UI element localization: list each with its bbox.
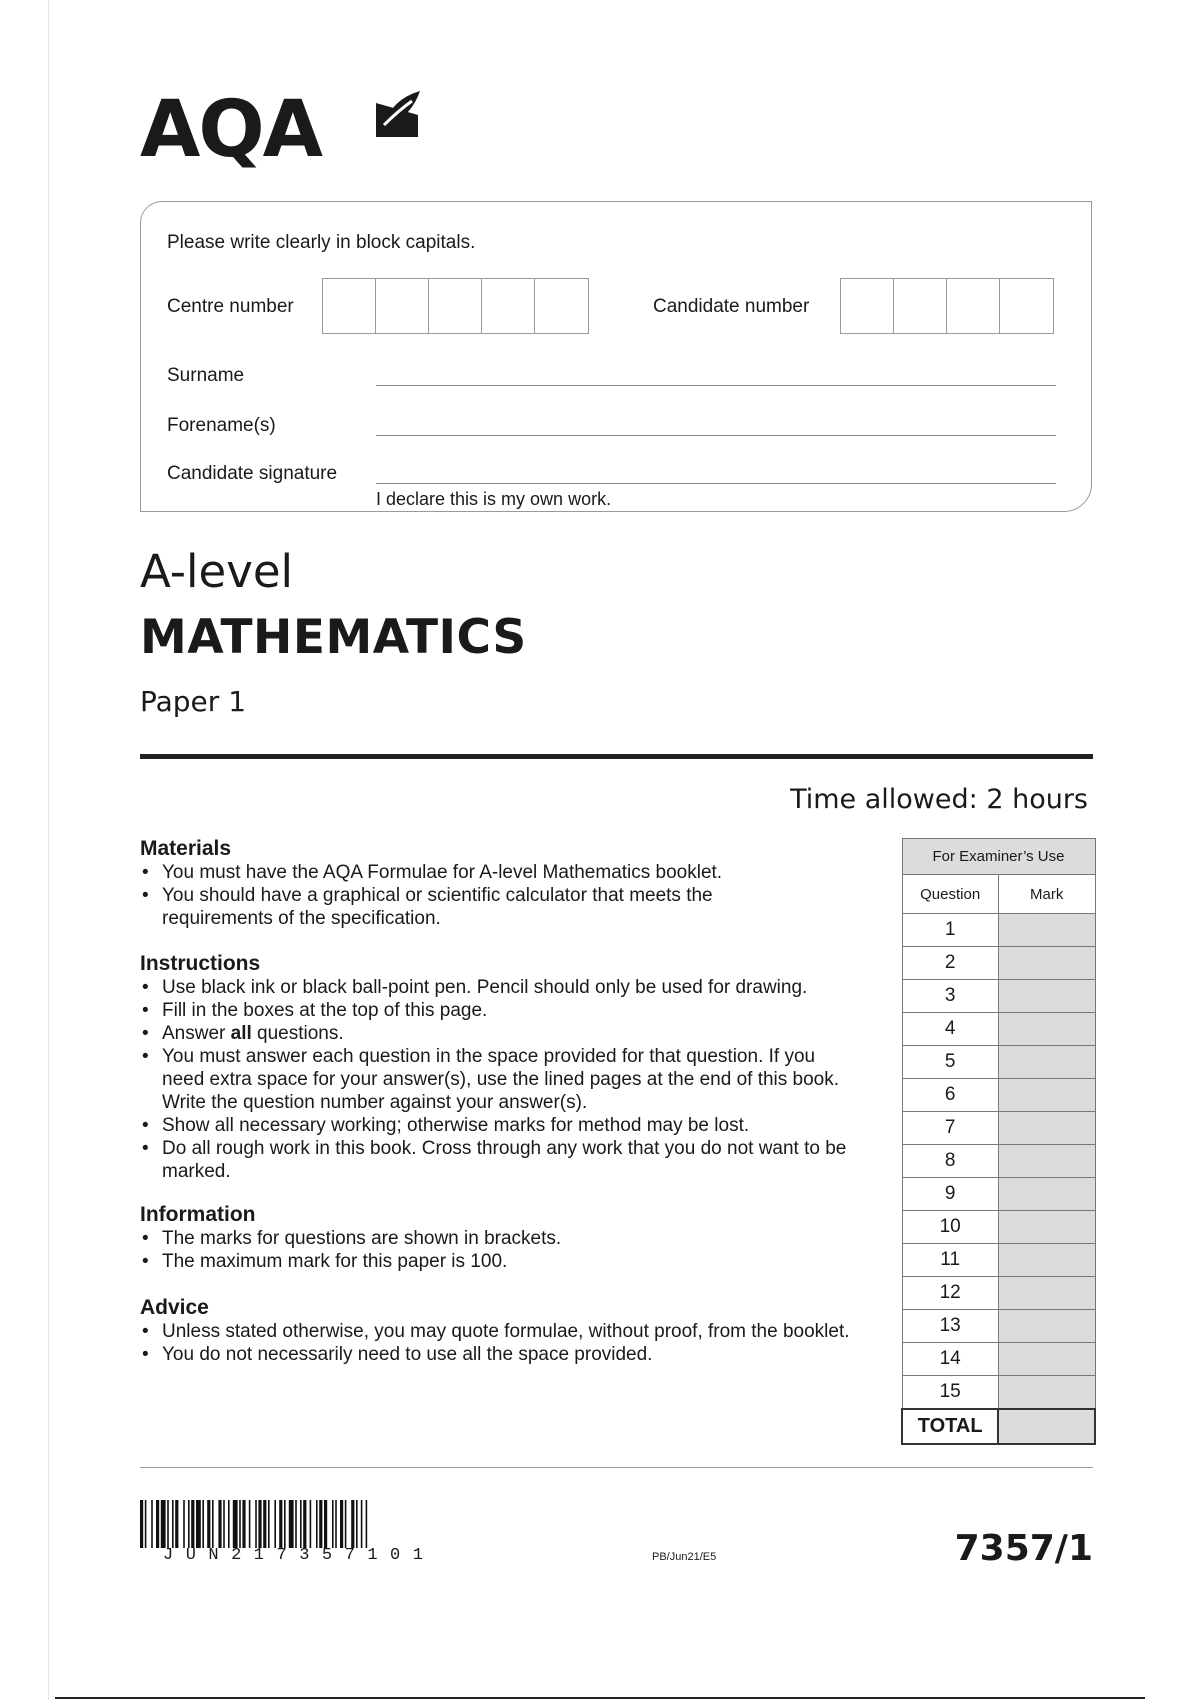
materials-heading: Materials [140, 837, 232, 860]
question-number-cell: 4 [902, 1013, 998, 1046]
question-number-cell: 14 [902, 1343, 998, 1376]
barcode-bar [351, 1500, 354, 1548]
mark-cell[interactable] [998, 1046, 1095, 1079]
mark-cell[interactable] [998, 914, 1095, 947]
instruction-item [140, 1022, 900, 1045]
instruction-item: • Show all necessary working; otherwise marks for method may be lost. [140, 1114, 900, 1137]
barcode-bar [239, 1500, 241, 1548]
instruction-emphasis: all [230, 1023, 252, 1044]
instructions-section [140, 952, 900, 1183]
barcode-bar [212, 1500, 214, 1548]
forenames-label: Forename(s) [167, 415, 276, 436]
qualification-level: A-level [140, 545, 294, 598]
materials-item: • You must have the AQA Formulae for A-level Mathematics booklet. [140, 861, 900, 884]
barcode-bar [242, 1500, 245, 1548]
advice-heading: Advice [140, 1296, 209, 1319]
candidate-number-digit-box[interactable] [947, 279, 1000, 333]
divider [140, 754, 1093, 759]
information-heading: Information [140, 1203, 256, 1226]
barcode-bar [249, 1500, 251, 1548]
examiner-table-row [902, 947, 1095, 980]
barcode-bar [332, 1500, 334, 1548]
instruction-item: • Use black ink or black ball-point pen. Pencil should only be used for drawing. [140, 976, 900, 999]
barcode-bar [284, 1500, 286, 1548]
centre-number-label: Centre number [167, 296, 294, 317]
barcode-bar [335, 1500, 337, 1548]
question-number-cell: 7 [902, 1112, 998, 1145]
instruction-text: questions. [251, 1023, 344, 1044]
examiner-table-title: For Examiner’s Use [902, 839, 1095, 875]
barcode-bar [255, 1500, 257, 1548]
barcode-bar [366, 1500, 368, 1548]
examiner-table-row [902, 1211, 1095, 1244]
question-number-cell: 2 [902, 947, 998, 980]
candidate-number-digit-box[interactable] [1000, 279, 1053, 333]
barcode-bar [310, 1500, 312, 1548]
examiner-table-row [902, 1244, 1095, 1277]
information-item: • The marks for questions are shown in brackets. [140, 1227, 900, 1250]
barcode-bar [228, 1500, 230, 1548]
barcode-bar [188, 1500, 190, 1548]
mark-cell[interactable] [998, 1145, 1095, 1178]
barcode-bar [345, 1500, 347, 1548]
barcode-bar [300, 1500, 302, 1548]
barcode-bar [263, 1500, 266, 1548]
advice-item: • Unless stated otherwise, you may quote formulae, without proof, from the booklet. [140, 1320, 852, 1343]
barcode-bar [172, 1500, 174, 1548]
centre-number-boxes[interactable] [322, 278, 589, 334]
mark-cell[interactable] [998, 947, 1095, 980]
barcode-bar [361, 1500, 363, 1548]
question-number-cell: 13 [902, 1310, 998, 1343]
mark-cell[interactable] [998, 1178, 1095, 1211]
page-bottom-edge [55, 1697, 1145, 1699]
examiner-table-row [902, 1145, 1095, 1178]
barcode-bar [145, 1500, 147, 1548]
logo-text: AQA [140, 85, 322, 175]
examiner-table-row [902, 1178, 1095, 1211]
barcode-bar [196, 1500, 201, 1548]
barcode-bar [202, 1500, 204, 1548]
materials-item: • You should have a graphical or scientific calculator that meets the requirements of the specification. [140, 884, 762, 930]
declaration-text: I declare this is my own work. [376, 489, 612, 509]
candidate-number-label: Candidate number [653, 296, 810, 317]
barcode-bar [191, 1500, 194, 1548]
question-number-cell: 15 [902, 1376, 998, 1410]
footer-divider [140, 1467, 1093, 1468]
examiner-table-row [902, 1310, 1095, 1343]
question-number-cell: 9 [902, 1178, 998, 1211]
surname-label: Surname [167, 365, 245, 386]
instruction-text: Answer [162, 1023, 231, 1044]
examiner-table-row [902, 1112, 1095, 1145]
candidate-number-boxes[interactable] [840, 278, 1054, 334]
barcode-bar [167, 1500, 169, 1548]
signature-line[interactable] [376, 483, 1056, 484]
barcode-bar [223, 1500, 225, 1548]
barcode-bar [303, 1500, 306, 1548]
mark-cell[interactable] [998, 1277, 1095, 1310]
barcode-bar [319, 1500, 322, 1548]
information-item: • The maximum mark for this paper is 100. [140, 1250, 900, 1273]
barcode-bar [340, 1500, 343, 1548]
barcode-bar [295, 1500, 297, 1548]
forenames-line[interactable] [376, 435, 1056, 436]
question-number-cell: 11 [902, 1244, 998, 1277]
barcode-bar [207, 1500, 210, 1548]
barcode-bar [218, 1500, 221, 1548]
mark-cell[interactable] [998, 1244, 1095, 1277]
barcode-bar [274, 1500, 276, 1548]
reference-code: PB/Jun21/E5 [652, 1551, 717, 1563]
centre-number-digit-box[interactable] [482, 279, 535, 333]
paper-code: 7357/1 [954, 1528, 1093, 1569]
barcode-bar [258, 1500, 261, 1548]
question-number-cell: 1 [902, 914, 998, 947]
materials-section [140, 837, 900, 930]
examiner-table-row [902, 1277, 1095, 1310]
surname-line[interactable] [376, 385, 1056, 386]
barcode-bar [279, 1500, 282, 1548]
examiner-table-row [902, 1079, 1095, 1112]
signature-label: Candidate signature [167, 463, 338, 484]
mark-cell[interactable] [998, 1376, 1095, 1410]
total-row [902, 1409, 1095, 1444]
question-column-header: Question [902, 875, 998, 914]
examiner-table-row [902, 1343, 1095, 1376]
block-capitals-instruction: Please write clearly in block capitals. [167, 232, 476, 253]
aqa-logo [140, 85, 321, 175]
question-number-cell: 10 [902, 1211, 998, 1244]
total-label: TOTAL [902, 1409, 998, 1444]
question-number-cell: 6 [902, 1079, 998, 1112]
examiner-table-row [902, 1046, 1095, 1079]
centre-number-digit-box[interactable] [429, 279, 482, 333]
paper-title: Paper 1 [140, 685, 247, 718]
barcode-text: JUN217357101 [163, 1546, 436, 1565]
total-mark-cell[interactable] [998, 1409, 1095, 1444]
centre-number-digit-box[interactable] [323, 279, 376, 333]
mark-column-header: Mark [998, 875, 1095, 914]
centre-number-digit-box[interactable] [376, 279, 429, 333]
barcode-bar [316, 1500, 318, 1548]
mark-cell[interactable] [998, 980, 1095, 1013]
mark-cell[interactable] [998, 1013, 1095, 1046]
question-number-cell: 5 [902, 1046, 998, 1079]
mark-cell[interactable] [998, 1310, 1095, 1343]
page-edge [48, 0, 49, 1700]
advice-item: • You do not necessarily need to use all the space provided. [140, 1343, 900, 1366]
barcode-bar [140, 1500, 143, 1548]
barcode [140, 1500, 500, 1548]
information-section [140, 1203, 900, 1273]
examiner-table-row [902, 1376, 1095, 1410]
instructions-heading: Instructions [140, 952, 261, 975]
examiner-table-row [902, 1013, 1095, 1046]
question-number-cell: 8 [902, 1145, 998, 1178]
candidate-number-digit-box[interactable] [841, 279, 894, 333]
barcode-bar [233, 1500, 238, 1548]
barcode-bar [151, 1500, 153, 1548]
subject-title: MATHEMATICS [140, 610, 527, 665]
barcode-bar [324, 1500, 327, 1548]
candidate-number-digit-box[interactable] [894, 279, 947, 333]
mark-cell[interactable] [998, 1079, 1095, 1112]
advice-section [140, 1296, 900, 1366]
barcode-bar [268, 1500, 270, 1548]
examiner-table-row [902, 914, 1095, 947]
barcode-bar [175, 1500, 178, 1548]
instruction-item: • Do all rough work in this book. Cross through any work that you do not want to be marked. [140, 1137, 852, 1183]
examiner-use-table [901, 838, 1096, 1445]
mark-cell[interactable] [998, 1112, 1095, 1145]
instruction-item: • Fill in the boxes at the top of this page. [140, 999, 900, 1022]
examiner-table-row [902, 980, 1095, 1013]
mark-cell[interactable] [998, 1343, 1095, 1376]
question-number-cell: 12 [902, 1277, 998, 1310]
logo-mark-icon [372, 89, 422, 141]
barcode-bar [183, 1500, 185, 1548]
barcode-bar [356, 1500, 358, 1548]
question-number-cell: 3 [902, 980, 998, 1013]
barcode-bar [161, 1500, 166, 1548]
barcode-bar [289, 1500, 294, 1548]
centre-number-digit-box[interactable] [535, 279, 588, 333]
instruction-item: • You must answer each question in the space provided for that question. If you need extra space for your answer(s), use the lined pages at the end of this book. Write the question number against your answer(s). [140, 1045, 852, 1114]
time-allowed: Time allowed: 2 hours [790, 784, 1088, 815]
mark-cell[interactable] [998, 1211, 1095, 1244]
barcode-bar [156, 1500, 159, 1548]
